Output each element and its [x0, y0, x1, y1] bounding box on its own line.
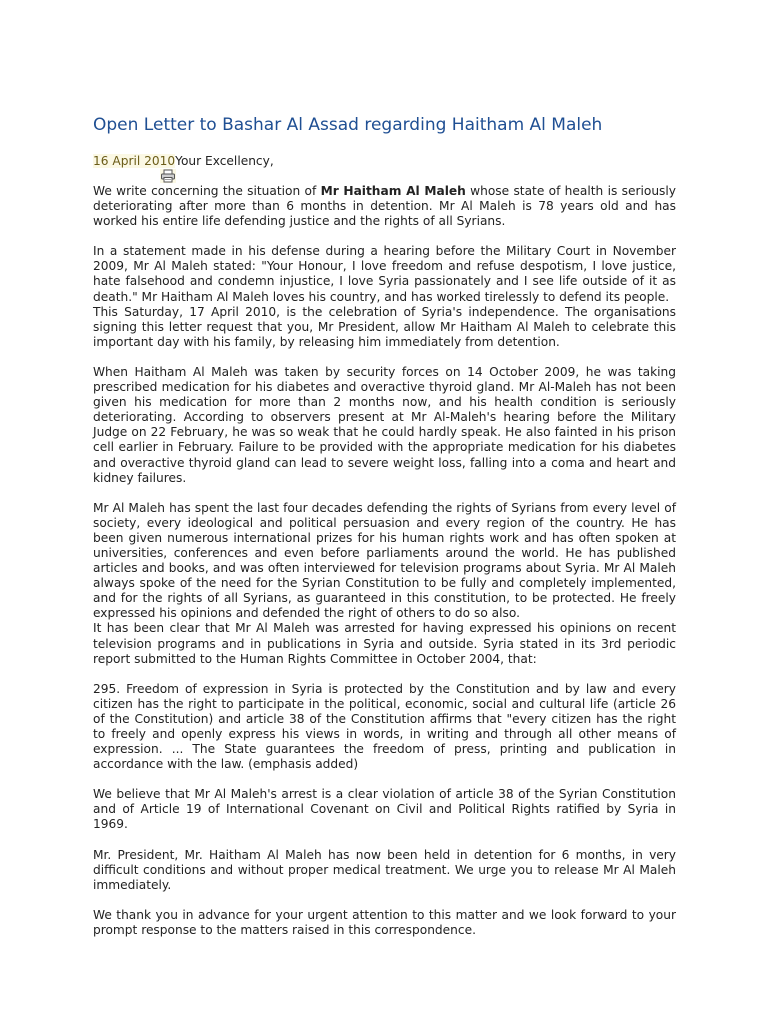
- salutation: Your Excellency,: [175, 154, 274, 168]
- paragraph-4: When Haitham Al Maleh was taken by security forces on 14 October 2009, he was taking prescribed medication for his diabetes and overactive thyroid gland. Mr Al-Maleh has not been given his medication for more than 2 months now, and his health condition is seriously deteriorating. According to observers present at Mr Al-Maleh's hearing before the Military Judge on 22 February, he was so weak that he could hardly speak. He also fainted in his prison cell earlier in February. Failure to be provided with the appropriate medication for his diabetes and overactive thyroid gland can lead to severe weight loss, falling into a coma and heart and kidney failures.: [93, 364, 676, 485]
- paragraph-1: We write concerning the situation of Mr Haitham Al Maleh whose state of health is seriously deteriorating after more than 6 months in detention. Mr Al Maleh is 78 years old and has worked his entire life defending justice and the rights of all Syrians.: [93, 184, 676, 229]
- letter-body: [93, 184, 676, 938]
- paragraph-3: This Saturday, 17 April 2010, is the celebration of Syria's independence. The organisations signing this letter request that you, Mr President, allow Mr Haitham Al Maleh to celebrate this important day with his family, by releasing him immediately from detention.: [93, 304, 676, 349]
- paragraph-7-quote: 295. Freedom of expression in Syria is protected by the Constitution and by law and every citizen has the right to participate in the political, economic, social and cultural life (article 26 of the Constitution) and article 38 of the Constitution affirms that "every citizen has the right to freely and openly express his views in words, in writing and through all other means of expression. ... The State guarantees the freedom of press, printing and publication in accordance with the law. (emphasis added): [93, 681, 676, 772]
- printer-icon[interactable]: [160, 169, 176, 183]
- paragraph-6: It has been clear that Mr Al Maleh was arrested for having expressed his opinions on recent television programs and in publications in Syria and outside. Syria stated in its 3rd periodic report submitted to the Human Rights Committee in October 2004, that:: [93, 621, 676, 666]
- paragraph-2: In a statement made in his defense during a hearing before the Military Court in November 2009, Mr Al Maleh stated: "Your Honour, I love freedom and refuse despotism, I love justice, hate falsehood and condemn injustice, I love Syria passionately and I see life outside of it as death." Mr Haitham Al Maleh loves his country, and has worked tirelessly to defend its people.: [93, 244, 676, 304]
- paragraph-5: Mr Al Maleh has spent the last four decades defending the rights of Syrians from every level of society, every ideological and political persuasion and every region of the country. He has been given numerous international prizes for his human rights work and has often spoken at universities, conferences and even before parliaments around the world. He has published articles and books, and was often interviewed for television programs about Syria. Mr Al Maleh always spoke of the need for the Syrian Constitution to be fully and completely implemented, and for the rights of all Syrians, as guaranteed in this constitution, to be protected. He freely expressed his opinions and defended the right of others to do so also.: [93, 500, 676, 621]
- page-title: Open Letter to Bashar Al Assad regarding Haitham Al Maleh: [93, 115, 603, 135]
- paragraph-10: We thank you in advance for your urgent attention to this matter and we look forward to your prompt response to the matters raised in this correspondence.: [93, 907, 676, 937]
- paragraph-8: We believe that Mr Al Maleh's arrest is a clear violation of article 38 of the Syrian Constitution and of Article 19 of International Covenant on Civil and Political Rights ratified by Syria in 1969.: [93, 787, 676, 832]
- detainee-name: Mr Haitham Al Maleh: [320, 184, 466, 198]
- publish-date: 16 April 2010: [93, 154, 176, 168]
- paragraph-9: Mr. President, Mr. Haitham Al Maleh has now been held in detention for 6 months, in very difficult conditions and without proper medical treatment. We urge you to release Mr Al Maleh immediately.: [93, 847, 676, 892]
- dateline: [93, 154, 274, 169]
